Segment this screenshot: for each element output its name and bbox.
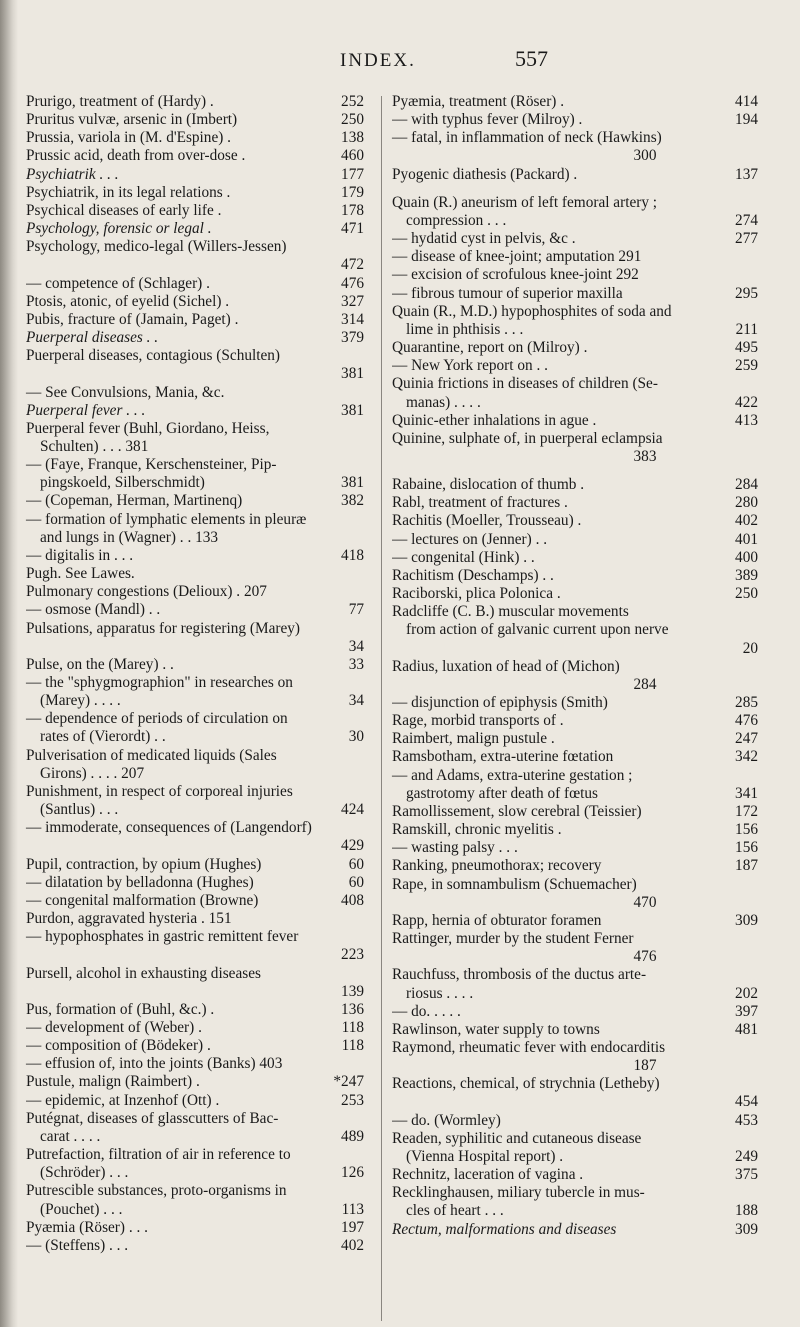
index-entry: [26, 1237, 364, 1255]
index-entry: [392, 1021, 758, 1039]
entry-line: — excision of scrofulous knee-joint 292: [392, 266, 639, 284]
entry-page-number: 408: [341, 891, 364, 909]
index-entry: [392, 1166, 758, 1184]
entry-page-number: 295: [735, 284, 758, 302]
entry-line: Psychology, medico-legal (Willers-Jessen): [26, 238, 287, 256]
entry-text: — (Copeman, Herman, Martinenq): [26, 492, 243, 510]
entry-text: carat . . . .: [40, 1127, 101, 1145]
index-entry: [392, 230, 758, 248]
entry-page-number: 414: [735, 93, 758, 110]
entry-page-number: 250: [735, 585, 758, 603]
entry-text: — epidemic, at Inzenhof (Ott) .: [26, 1091, 220, 1109]
entry-page-number: 424: [341, 801, 364, 819]
entry-page-number: 280: [735, 494, 758, 512]
index-entry: [26, 692, 364, 710]
entry-text: Quarantine, report on (Milroy) .: [392, 339, 588, 357]
entry-page-number: 309: [735, 1220, 758, 1238]
entry-page-number: 20: [742, 639, 758, 657]
entry-line: Recklinghausen, miliary tubercle in mus-: [392, 1184, 645, 1202]
entry-line: Pulmonary congestions (Delioux) . 207: [26, 583, 267, 601]
entry-text: Prussic acid, death from over-dose .: [26, 147, 246, 165]
entry-text: — composition of (Bödeker) .: [26, 1037, 211, 1055]
entry-text: Rabaine, dislocation of thumb .: [392, 476, 585, 494]
entry-page-number: 285: [735, 694, 758, 711]
entry-page-number: 314: [341, 310, 364, 328]
entry-text: Rachitism (Deschamps) . .: [392, 566, 554, 584]
entry-line: Pugh. See Lawes.: [26, 565, 135, 583]
entry-page-number: *247: [333, 1073, 364, 1091]
entry-page-number: 194: [735, 111, 758, 129]
entry-line: Putrescible substances, proto-organisms in: [26, 1182, 287, 1200]
left-index-column: [26, 93, 364, 1255]
index-entry: [392, 912, 758, 930]
index-entry: [26, 275, 364, 293]
entry-text: Pyæmia (Röser) . . .: [26, 1218, 148, 1236]
entry-page-number: 77: [348, 601, 364, 619]
index-entry: [26, 402, 364, 420]
entry-page-number: 156: [735, 821, 758, 839]
page-header: [0, 46, 800, 76]
entry-page-number: 383: [633, 447, 657, 465]
entry-page-number: 126: [341, 1164, 364, 1182]
entry-text: — digitalis in . . .: [26, 546, 134, 564]
index-entry: [26, 1019, 364, 1037]
entry-text: Ramsbotham, extra-uterine fœtation: [392, 748, 614, 766]
entry-page-number: 60: [348, 873, 364, 891]
entry-page-number: 381: [341, 401, 364, 419]
index-entry: [26, 1128, 364, 1146]
entry-page-number: 495: [735, 339, 758, 357]
entry-line: Radius, luxation of head of (Michon): [392, 657, 620, 675]
entry-page-number: 197: [341, 1218, 364, 1236]
index-entry: [26, 129, 364, 147]
entry-text: Quinic-ether inhalations in ague .: [392, 411, 597, 429]
index-entry: [26, 1219, 364, 1237]
entry-text: (Marey) . . . .: [40, 692, 121, 710]
entry-page-number: 118: [341, 1018, 364, 1036]
entry-text: Pupil, contraction, by opium (Hughes): [26, 855, 262, 873]
entry-text: riosus . . . .: [406, 984, 474, 1002]
entry-page-number: 476: [341, 274, 364, 292]
entry-text: (Schröder) . . .: [40, 1164, 129, 1182]
entry-text: — fibrous tumour of superior maxilla: [392, 284, 623, 302]
entry-page-number: 342: [735, 748, 758, 766]
entry-page-number: 33: [348, 655, 364, 673]
entry-text: Raciborski, plica Polonica .: [392, 585, 561, 603]
entry-page-number: 60: [348, 855, 364, 873]
entry-page-number: 489: [341, 1127, 364, 1145]
entry-line: Putrefaction, filtration of air in reference to: [26, 1146, 291, 1164]
entry-line: Rape, in somnambulism (Schuemacher): [392, 875, 637, 893]
index-entry: [26, 474, 364, 492]
entry-page-number: 476: [735, 712, 758, 730]
entry-page-number: 429: [341, 837, 364, 855]
entry-text: — do. . . . .: [392, 1002, 461, 1020]
entry-page-number: 277: [735, 230, 758, 248]
index-entry: [26, 874, 364, 892]
index-entry: [392, 111, 758, 129]
entry-line: Pulverisation of medicated liquids (Sales: [26, 746, 277, 764]
entry-page-number: 172: [735, 802, 758, 820]
entry-page-number: 422: [735, 393, 758, 411]
entry-line: Radcliffe (C. B.) muscular movements: [392, 603, 629, 621]
index-entry: [26, 166, 364, 184]
entry-text: Rabl, treatment of fractures .: [392, 494, 568, 512]
entry-line: Readen, syphilitic and cutaneous disease: [392, 1129, 642, 1147]
entry-page-number: 211: [735, 320, 758, 338]
index-entry: [392, 785, 758, 803]
index-entry: [26, 311, 364, 329]
entry-line: Puerperal fever (Buhl, Giordano, Heiss,: [26, 419, 270, 437]
entry-page-number: 327: [341, 292, 364, 310]
index-entry: [26, 601, 364, 619]
index-entry: [26, 220, 364, 238]
entry-line: Putégnat, diseases of glasscutters of Bac-: [26, 1109, 279, 1127]
entry-text: Pulse, on the (Marey) . .: [26, 655, 174, 673]
entry-line: Quinine, sulphate of, in puerperal eclampsia: [392, 429, 663, 447]
entry-text: — osmose (Mandl) . .: [26, 601, 161, 619]
index-entry: [392, 585, 758, 603]
entry-text: — do. (Wormley): [392, 1111, 501, 1129]
entry-line: Quain (R., M.D.) hypophosphites of soda and: [392, 302, 672, 320]
index-entry: [392, 549, 758, 567]
entry-text: Raimbert, malign pustule .: [392, 730, 555, 748]
entry-text: Pyæmia, treatment (Röser) .: [392, 93, 565, 110]
index-entry: [392, 166, 758, 184]
entry-page-number: 309: [735, 911, 758, 929]
entry-line: Puerperal diseases, contagious (Schulten): [26, 347, 281, 365]
index-entry: [392, 339, 758, 357]
entry-text: Pus, formation of (Buhl, &c.) .: [26, 1000, 215, 1018]
entry-page-number: 300: [633, 147, 657, 165]
entry-text: (Pouchet) . . .: [40, 1200, 123, 1218]
index-entry: [26, 184, 364, 202]
entry-text: — (Steffens) . . .: [26, 1236, 129, 1254]
entry-page-number: 389: [735, 566, 758, 584]
index-entry: [26, 293, 364, 311]
entry-line: Quain (R.) aneurism of left femoral artery ;: [392, 193, 658, 211]
index-entry: [26, 1201, 364, 1219]
entry-line: — (Faye, Franque, Kerschensteiner, Pip-: [26, 456, 277, 474]
entry-text: — congenital (Hink) . .: [392, 548, 535, 566]
entry-text: Pustule, malign (Raimbert) .: [26, 1073, 200, 1091]
entry-text: — disjunction of epiphysis (Smith): [392, 694, 608, 711]
index-entry: [392, 321, 758, 339]
index-entry: [26, 728, 364, 746]
entry-page-number: 401: [735, 530, 758, 548]
index-entry: [392, 1112, 758, 1130]
entry-page-number: 30: [348, 728, 364, 746]
entry-text: Psychical diseases of early life .: [26, 201, 222, 219]
index-entry: [26, 656, 364, 674]
entry-text: Rectum, malformations and diseases: [392, 1220, 617, 1238]
entry-line: Raymond, rheumatic fever with endocarditis: [392, 1038, 666, 1056]
entry-line: Pulsations, apparatus for registering (Marey): [26, 619, 300, 637]
entry-line: — fatal, in inflammation of neck (Hawkins): [392, 129, 662, 147]
entry-page-number: 381: [341, 474, 364, 492]
entry-text: Rawlinson, water supply to towns: [392, 1020, 600, 1038]
entry-page-number: 381: [341, 365, 364, 383]
index-entry: [26, 111, 364, 129]
index-entry: [26, 147, 364, 165]
index-entry: [392, 730, 758, 748]
entry-line: Reactions, chemical, of strychnia (Letheby): [392, 1075, 660, 1093]
entry-line: Purdon, aggravated hysteria . 151: [26, 910, 232, 928]
section-gap: [392, 184, 758, 194]
entry-page-number: 177: [341, 165, 364, 183]
entry-page-number: 460: [341, 147, 364, 165]
entry-text: Psychiatrik, in its legal relations .: [26, 183, 231, 201]
entry-text: Rechnitz, laceration of vagina .: [392, 1166, 584, 1184]
entry-page-number: 476: [633, 948, 657, 966]
index-entry: [392, 1221, 758, 1239]
entry-line: — disease of knee-joint; amputation 291: [392, 248, 642, 266]
entry-page-number: 402: [735, 512, 758, 530]
entry-text: Psychiatrik . . .: [26, 165, 119, 183]
entry-line: Pursell, alcohol in exhausting diseases: [26, 964, 261, 982]
entry-text: gastrotomy after death of fœtus: [406, 784, 599, 802]
entry-text: — wasting palsy . . .: [392, 839, 518, 857]
index-entry: [392, 821, 758, 839]
index-entry: [392, 712, 758, 730]
entry-text: compression . . .: [406, 211, 507, 229]
index-entry: [392, 803, 758, 821]
entry-text: manas) . . . .: [406, 393, 481, 411]
entry-page-number: 453: [735, 1111, 758, 1129]
entry-text: — with typhus fever (Milroy) .: [392, 111, 583, 129]
right-index-column: [392, 93, 758, 1239]
index-entry: [392, 748, 758, 766]
entry-text: Rachitis (Moeller, Trousseau) .: [392, 512, 582, 530]
entry-page-number: 34: [348, 692, 364, 710]
index-entry: [392, 412, 758, 430]
index-entry: [392, 285, 758, 303]
entry-text: Prussia, variola in (M. d'Espine) .: [26, 129, 231, 147]
index-entry: [26, 801, 364, 819]
entry-text: Ramskill, chronic myelitis .: [392, 821, 562, 839]
index-entry: [392, 694, 758, 712]
entry-page-number: 156: [735, 839, 758, 857]
entry-page-number: 139: [341, 982, 364, 1000]
index-entry: [392, 839, 758, 857]
entry-text: — development of (Weber) .: [26, 1018, 202, 1036]
entry-text: Pyogenic diathesis (Packard) .: [392, 165, 578, 183]
entry-text: Rapp, hernia of obturator foramen: [392, 911, 602, 929]
entry-text: pingskoeld, Silberschmidt): [40, 474, 205, 492]
section-gap: [392, 466, 758, 476]
entry-line: — immoderate, consequences of (Langendorf): [26, 819, 312, 837]
entry-text: Pubis, fracture of (Jamain, Paget) .: [26, 310, 239, 328]
entry-text: (Vienna Hospital report) .: [406, 1147, 564, 1165]
entry-page-number: 179: [341, 183, 364, 201]
index-entry: [392, 985, 758, 1003]
entry-text: Prurigo, treatment of (Hardy) .: [26, 93, 214, 110]
entry-page-number: 247: [735, 730, 758, 748]
index-entry: [26, 202, 364, 220]
entry-page-number: 118: [341, 1037, 364, 1055]
entry-page-number: 472: [341, 256, 364, 274]
entry-line: — dependence of periods of circulation on: [26, 710, 288, 728]
entry-text: Rage, morbid transports of .: [392, 712, 564, 730]
index-entry: [26, 93, 364, 111]
index-entry: [26, 1073, 364, 1091]
entry-text: — hydatid cyst in pelvis, &c .: [392, 230, 576, 248]
index-entry: [26, 329, 364, 347]
entry-page-number: 249: [735, 1147, 758, 1165]
entry-page-number: 137: [735, 165, 758, 183]
entry-text: — lectures on (Jenner) . .: [392, 530, 548, 548]
entry-page-number: 402: [341, 1236, 364, 1254]
entry-text: Ranking, pneumothorax; recovery: [392, 857, 602, 875]
entry-page-number: 418: [341, 546, 364, 564]
index-entry: [392, 567, 758, 585]
entry-page-number: 34: [348, 637, 364, 655]
index-entry: [392, 1003, 758, 1021]
entry-text: Puerperal fever . . .: [26, 401, 146, 419]
entry-page-number: 178: [341, 201, 364, 219]
entry-text: Ramollissement, slow cerebral (Teissier): [392, 802, 642, 820]
index-entry: [392, 212, 758, 230]
entry-text: Ptosis, atonic, of eyelid (Sichel) .: [26, 292, 230, 310]
entry-page-number: 284: [633, 675, 657, 693]
entry-page-number: 341: [735, 784, 758, 802]
entry-page-number: 250: [341, 111, 364, 129]
index-entry: [392, 1202, 758, 1220]
page-spine-shadow: [0, 0, 18, 1327]
entry-page-number: 253: [341, 1091, 364, 1109]
entry-text: — New York report on . .: [392, 357, 548, 375]
entry-line: Quinia frictions in diseases of children (Se-: [392, 375, 658, 393]
entry-text: cles of heart . . .: [406, 1202, 504, 1220]
entry-page-number: 138: [341, 129, 364, 147]
entry-page-number: 382: [341, 492, 364, 510]
entry-text: Psychology, forensic or legal .: [26, 220, 212, 238]
index-entry: [26, 1001, 364, 1019]
index-entry: [392, 476, 758, 494]
entry-text: lime in phthisis . . .: [406, 320, 524, 338]
entry-page-number: 202: [735, 984, 758, 1002]
index-entry: [26, 547, 364, 565]
index-entry: [26, 1164, 364, 1182]
entry-text: rates of (Vierordt) . .: [40, 728, 166, 746]
entry-page-number: 454: [735, 1093, 758, 1111]
entry-line: — hypophosphates in gastric remittent fever: [26, 928, 299, 946]
entry-text: Puerperal diseases . .: [26, 329, 159, 347]
entry-page-number: 413: [735, 411, 758, 429]
entry-page-number: 400: [735, 548, 758, 566]
entry-text: — competence of (Schlager) .: [26, 274, 210, 292]
index-entry: [26, 856, 364, 874]
index-entry: [26, 1092, 364, 1110]
entry-page-number: 259: [735, 357, 758, 375]
index-entry: [392, 531, 758, 549]
index-entry: [26, 1037, 364, 1055]
entry-page-number: 375: [735, 1166, 758, 1184]
entry-page-number: 136: [341, 1000, 364, 1018]
entry-line: Punishment, in respect of corporeal injuries: [26, 782, 293, 800]
entry-page-number: 470: [633, 893, 657, 911]
index-entry: [392, 394, 758, 412]
entry-page-number: 274: [735, 211, 758, 229]
entry-page-number: 252: [341, 93, 364, 110]
page-title: INDEX.: [340, 50, 416, 71]
entry-continuation: Girons) . . . . 207: [40, 764, 145, 782]
entry-page-number: 188: [735, 1202, 758, 1220]
entry-line: — effusion of, into the joints (Banks) 403: [26, 1055, 283, 1073]
entry-page-number: 113: [341, 1200, 364, 1218]
entry-line: Rattinger, murder by the student Ferner: [392, 930, 634, 948]
index-entry: [392, 357, 758, 375]
page-number: 557: [515, 46, 548, 71]
entry-page-number: 284: [735, 476, 758, 494]
entry-page-number: 187: [633, 1057, 657, 1075]
entry-text: (Santlus) . . .: [40, 801, 119, 819]
entry-line: — and Adams, extra-uterine gestation ;: [392, 766, 633, 784]
entry-page-number: 223: [341, 946, 364, 964]
index-entry: [26, 892, 364, 910]
entry-continuation: Schulten) . . . 381: [40, 437, 149, 455]
entry-page-number: 481: [735, 1020, 758, 1038]
entry-text: Pruritus vulvæ, arsenic in (Imbert): [26, 111, 238, 129]
index-entry: [392, 512, 758, 530]
entry-page-number: 397: [735, 1002, 758, 1020]
entry-line: Rauchfuss, thrombosis of the ductus arte-: [392, 966, 647, 984]
index-entry: [392, 93, 758, 111]
entry-line: — formation of lymphatic elements in pleuræ: [26, 510, 307, 528]
entry-page-number: 471: [341, 220, 364, 238]
index-entry: [392, 1148, 758, 1166]
entry-continuation: and lungs in (Wagner) . . 133: [40, 528, 219, 546]
entry-page-number: 379: [341, 329, 364, 347]
entry-text: — dilatation by belladonna (Hughes): [26, 873, 254, 891]
entry-text: — congenital malformation (Browne): [26, 891, 259, 909]
entry-page-number: 187: [735, 857, 758, 875]
entry-continuation: from action of galvanic current upon nerve: [406, 621, 669, 639]
index-entry: [26, 492, 364, 510]
index-entry: [392, 494, 758, 512]
entry-line: — See Convulsions, Mania, &c.: [26, 383, 225, 401]
entry-line: — the "sphygmographion" in researches on: [26, 674, 293, 691]
index-entry: [392, 857, 758, 875]
column-divider: [381, 96, 382, 1321]
